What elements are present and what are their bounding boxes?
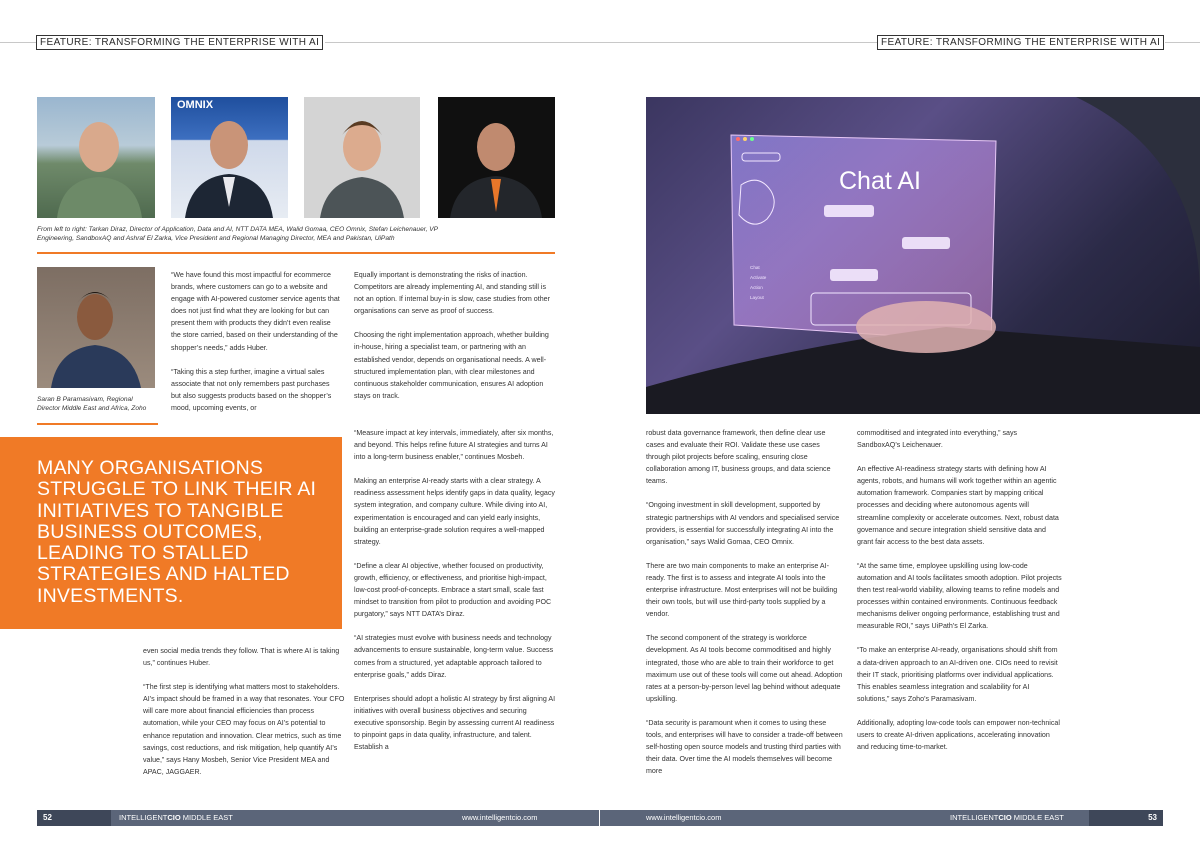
paragraph: The second component of the strategy is workforce development. As AI tools become commoditised and highly integrated, those who are able to train their workforce to get maximum use out of these tools will come out ahead. Adoption rates at a person-by-person level lag behind without adequate upskilling. <box>646 634 843 703</box>
paragraph: even social media trends they follow. That is where AI is taking us,” continues Huber. <box>143 647 340 668</box>
page-number-text: 52 <box>43 813 52 822</box>
paragraph: Additionally, adopting low-code tools can empower non-technical users to create AI-driven applications, accelerating innovation and reducing time-to-market. <box>857 718 1060 752</box>
paragraph: “We have found this most impactful for ecommerce brands, where customers can go to a website and engage with AI-powered customer service agents that does not just find what they are looking for but can present them with products they didn’t even realise the store carried, based on their understanding of the shopper’s needs,” adds Huber. <box>171 271 340 352</box>
footer-brand-left <box>119 810 233 826</box>
paragraph: Enterprises should adopt a holistic AI strategy by first aligning AI initiatives with overall business objectives and securing executive sponsorship. Begin by assessing current AI readiness to pinpoint gaps in data quality, infrastructure, and talent. Establish a <box>354 694 556 752</box>
omnix-sign: OMNIX <box>177 99 214 111</box>
chat-ai-menu <box>750 263 766 303</box>
page-number-text: 53 <box>1148 813 1157 822</box>
paragraph: “Measure impact at key intervals, immediately, after six months, and beyond. This helps refine future AI strategies and turns AI into a long-term business enabler,” continues Mosbeh. <box>354 429 554 462</box>
page-number-right <box>1089 810 1163 826</box>
portrait-walid-gomaa <box>171 97 288 218</box>
paragraph: “Data security is paramount when it comes to using these tools, and enterprises will have to consider a trade-off between self-hosting open source models and trusting third parties with their data. Over time the AI models themselves will become more <box>646 718 843 776</box>
pull-quote: MANY ORGANISATIONS STRUGGLE TO LINK THEIR AI INITIATIVES TO TANGIBLE BUSINESS OUTCOMES, LEADING TO STALLED STRATEGIES AND HALTED INVESTMENTS. <box>37 457 317 607</box>
paragraph: “Define a clear AI objective, whether focused on productivity, growth, efficiency, or effectiveness, and prioritise high-impact, low-cost proof-of-concepts. Embrace a start small, scale fast mindset to transition from pilot to production and avoiding POC purgatory,” says NTT DATA’s Diraz. <box>354 561 552 619</box>
paragraph: robust data governance framework, then define clear use cases and evaluate their ROI. Validate these use cases through pilot projects before scaling, ensuring close collaboration among IT, business groups, and data science teams. <box>646 429 831 486</box>
footer-bar-right <box>600 810 1163 826</box>
paragraph: “Taking this a step further, imagine a virtual sales associate that not only remembers past purchases but also suggests products based on the shopper’s mood, upcoming events, or <box>171 367 332 412</box>
paragraph: Making an enterprise AI-ready starts with a clear strategy. A readiness assessment helps identify gaps in data quality, legacy system integration, and company culture. While diving into AI, experimentation is encouraged and can yield early insights, building an enterprise-grade solution requires a well-mapped strategy. <box>354 477 555 546</box>
paragraph: “The first step is identifying what matters most to stakeholders. AI’s impact should be framed in a way that resonates. Your CFO will care more about financial efficiencies than process automation, while your CEO may focus on AI’s potential to enhance reputation and innovation. Clear metrics, such as time savings, cost reductions, and risk mitigation, help quantify AI’s value,” says Hany Mosbeh, Senior Vice President MEA and APAC, JAGGAER. <box>143 683 345 776</box>
header-rule-left-2 <box>325 42 600 43</box>
menu-item: Layout <box>750 295 764 300</box>
paragraph: An effective AI-readiness strategy starts with defining how AI agents, robots, and humans will work together within an agentic automation framework. Companies start by mapping critical processes and deciding where autonomous agents will streamline complexity or accelerate outcomes. Next, robust data governance and secure integration shield sensitive data and grant fair access to the best data assets. <box>857 465 1059 546</box>
portrait-stefan-leichenauer <box>304 97 420 218</box>
column-1-bottom <box>143 645 345 790</box>
header-rule-right <box>600 42 877 43</box>
paragraph: “At the same time, employee upskilling using low-code automation and AI tools facilitates smooth adoption. Pilot projects then test real-world viability, allowing teams to refine models and processes within contained environments. Continuous feedback mechanisms deliver ongoing performance, establishing trust and measurable ROI,” says UiPath’s El Zarka. <box>857 561 1062 631</box>
brand-text: INTELLIGENT <box>950 813 999 822</box>
section-tag-left: FEATURE: TRANSFORMING THE ENTERPRISE WITH AI <box>36 35 323 50</box>
column-1-top <box>171 269 341 426</box>
brand-text: MIDDLE EAST <box>180 813 233 822</box>
header-rule-right-2 <box>1165 42 1200 43</box>
saran-caption: Saran B Paramasivam, Regional Director Middle East and Africa, Zoho <box>37 396 147 412</box>
column-4 <box>857 427 1062 765</box>
paragraph: There are two main components to make an enterprise AI-ready. The first is to assess and integrate AI tools into the enterprise infrastructure. Most enterprises will not be building their own tools, but will use third-party tools supplied by a vendor. <box>646 561 838 619</box>
footer-brand-right <box>950 810 1064 826</box>
header-rule-left <box>0 42 36 43</box>
menu-item: Chat <box>750 265 760 270</box>
section-tag-right: FEATURE: TRANSFORMING THE ENTERPRISE WITH AI <box>877 35 1164 50</box>
column-2-bottom <box>354 427 556 765</box>
paragraph: Equally important is demonstrating the risks of inaction. Competitors are already implementing AI, and standing still is not an option. If internal buy-in is slow, case studies from other organisations can serve as proof of success. <box>354 271 550 316</box>
column-3 <box>646 427 844 789</box>
caption-underline <box>37 252 555 254</box>
column-2-top <box>354 269 556 414</box>
portrait-tarkan-diraz <box>37 97 155 218</box>
brand-text: INTELLIGENT <box>119 813 168 822</box>
brand-bold: CIO <box>167 813 181 822</box>
portraits-caption: From left to right: Tarkan Diraz, Director of Application, Data and AI, NTT DATA MEA, Walid Gomaa, CEO Omnix, Stefan Leichenauer, VP Engineering, SandboxAQ and Ashraf El Zarka, Vice President and Regional Managing Director, MEA and Pakistan, UiPath <box>37 226 438 242</box>
footer-url-right[interactable]: www.intelligentcio.com <box>646 813 722 822</box>
chat-ai-title: Chat AI <box>839 167 921 195</box>
portrait-ashraf-el-zarka <box>438 97 555 218</box>
page-number-left <box>37 810 111 826</box>
brand-bold: CIO <box>998 813 1012 822</box>
paragraph: “Ongoing investment in skill development, supported by strategic partnerships with AI vendors and specialised service providers, is essential for successfully integrating AI into the organisation,” says Walid Gomaa, CEO Omnix. <box>646 501 840 546</box>
footer-bar-left <box>37 810 599 826</box>
hero-chat-ai-image <box>646 97 1200 414</box>
menu-item: Action <box>750 285 763 290</box>
menu-item: Activate <box>750 275 767 280</box>
portrait-saran-paramasivam <box>37 267 155 388</box>
footer-url-left[interactable]: www.intelligentcio.com <box>462 813 538 822</box>
paragraph: Choosing the right implementation approach, whether building in-house, hiring a specialist team, or partnering with an established vendor, depends on organisational needs. A well-structured implementation plan, with clear milestones and continuous stakeholder communication, ensures AI adoption stays on track. <box>354 331 549 400</box>
paragraph: “To make an enterprise AI-ready, organisations should shift from a data-driven approach to an AI-driven one. CIOs need to revisit their IT stack, prioritising platforms over individual applications. This enables seamless integration and scalability for AI solutions,” says Zoho’s Paramasivam. <box>857 646 1058 703</box>
paragraph: “AI strategies must evolve with business needs and technology advancements to ensure sustainable, long-term value. Success comes from a structured, yet adaptable approach tailored to enterprise goals,” adds Diraz. <box>354 634 554 679</box>
paragraph: commoditised and integrated into everything,” says SandboxAQ’s Leichenauer. <box>857 429 1018 450</box>
saran-caption-underline <box>37 423 158 425</box>
brand-text: MIDDLE EAST <box>1011 813 1064 822</box>
